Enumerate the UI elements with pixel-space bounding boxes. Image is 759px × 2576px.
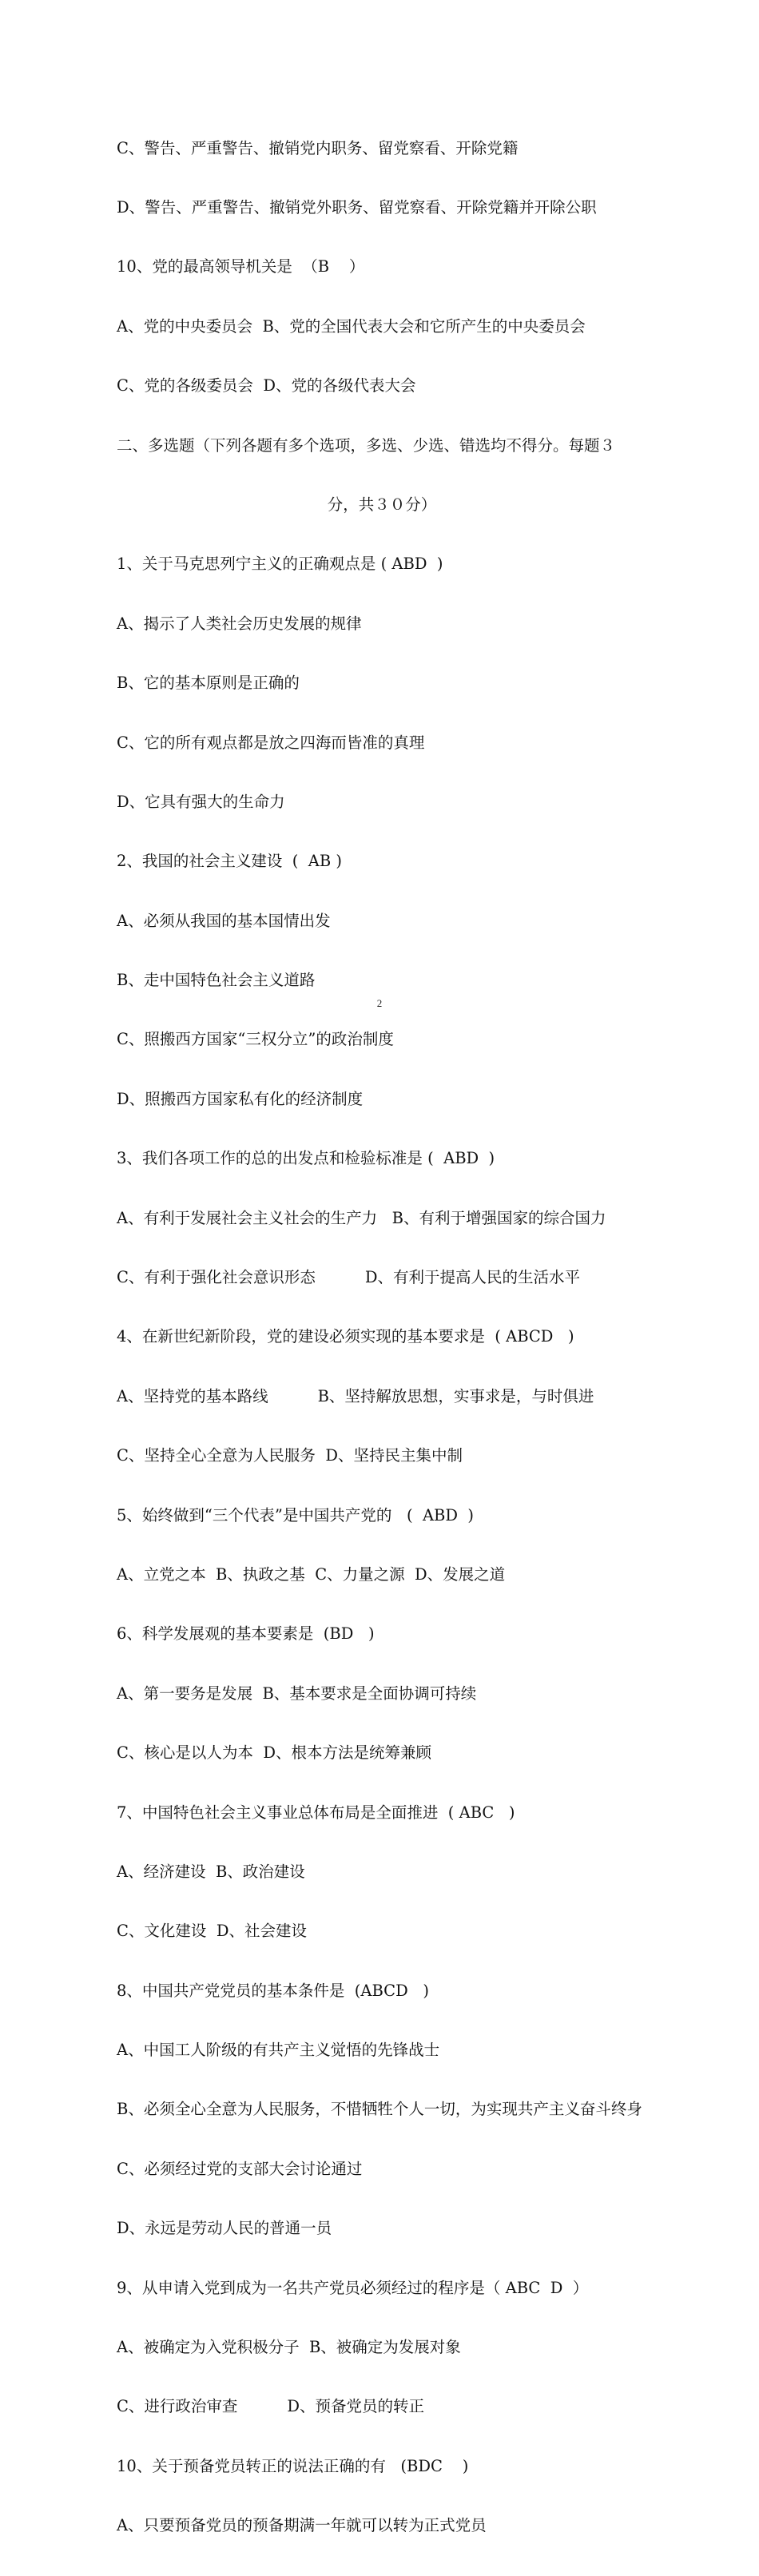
document-body [117,99,647,2576]
question-line: 7、中国特色社会主义事业总体布局是全面推进 ( ABC ) [117,1803,515,1822]
option-line: C、照搬西方国家“三权分立”的政治制度 [117,1030,394,1049]
option-line: B、走中国特色社会主义道路 [117,971,316,990]
question-line: 2、我国的社会主义建设 ( AB ) [117,852,343,871]
option-line: D、它具有强大的生命力 [117,792,285,811]
option-line: B、它的基本原则是正确的 [117,674,300,693]
option-line: C、核心是以人为本 D、根本方法是统筹兼顾 [117,1743,431,1763]
question-line: 10、关于预备党员转正的说法正确的有 (BDC ) [117,2456,469,2475]
option-line: B、必须全心全意为人民服务，不惜牺牲个人一切，为实现共产主义奋斗终身 [117,2100,642,2119]
option-line: A、立党之本 B、执政之基 C、力量之源 D、发展之道 [117,1564,506,1584]
question-line: 3、我们各项工作的总的出发点和检验标准是 ( ABD ) [117,1149,495,1168]
question-line: 6、科学发展观的基本要素是 (BD ) [117,1624,375,1644]
option-line: A、揭示了人类社会历史发展的规律 [117,614,362,633]
option-line: A、经济建设 B、政治建设 [117,1862,305,1881]
option-line: A、有利于发展社会主义社会的生产力 B、有利于增强国家的综合国力 [117,1208,606,1227]
question-line: 1、关于马克思列宁主义的正确观点是 ( ABD ) [117,555,443,574]
option-line: D、照搬西方国家私有化的经济制度 [117,1089,364,1108]
section-heading: 二、多选题（下列各题有多个选项，多选、少选、错选均不得分。每题３ [117,435,616,455]
option-line: A、党的中央委员会 B、党的全国代表大会和它所产生的中央委员会 [117,316,586,336]
page-number: 2 [376,997,383,1009]
option-line: C、它的所有观点都是放之四海而皆准的真理 [117,733,425,752]
option-line: C、必须经过党的支部大会讨论通过 [117,2159,363,2178]
question-line: 8、中国共产党党员的基本条件是 (ABCD ) [117,1981,429,2000]
question-line: 4、在新世纪新阶段，党的建设必须实现的基本要求是 ( ABCD ) [117,1327,574,1346]
option-line: C、有利于强化社会意识形态 D、有利于提高人民的生活水平 [117,1268,581,1287]
question-line: 5、始终做到“三个代表”是中国共产党的 ( ABD ) [117,1505,474,1525]
question-line: 10、党的最高领导机关是 （B ） [117,257,365,276]
option-line: A、必须从我国的基本国情出发 [117,911,331,930]
option-line: A、坚持党的基本路线 B、坚持解放思想，实事求是，与时俱进 [117,1386,594,1405]
option-line: C、坚持全心全意为人民服务 D、坚持民主集中制 [117,1446,463,1465]
option-line: C、进行政治审查 D、预备党员的转正 [117,2397,425,2416]
option-line: A、被确定为入党积极分子 B、被确定为发展对象 [117,2338,461,2357]
option-line: A、只要预备党员的预备期满一年就可以转为正式党员 [117,2516,487,2535]
text-line: D、警告、严重警告、撤销党外职务、留党察看、开除党籍并开除公职 [117,197,597,217]
option-line: C、文化建设 D、社会建设 [117,1922,307,1941]
option-line: D、永远是劳动人民的普通一员 [117,2219,332,2238]
option-line: A、中国工人阶级的有共产主义觉悟的先锋战士 [117,2041,440,2060]
text-line: C、警告、严重警告、撤销党内职务、留党察看、开除党籍 [117,138,519,157]
option-line: C、党的各级委员会 D、党的各级代表大会 [117,376,416,396]
section-heading-continued: 分，共３０分） [327,495,437,514]
option-line: A、第一要务是发展 B、基本要求是全面协调可持续 [117,1684,477,1703]
question-line: 9、从申请入党到成为一名共产党员必须经过的程序是（ ABC D ） [117,2278,589,2297]
